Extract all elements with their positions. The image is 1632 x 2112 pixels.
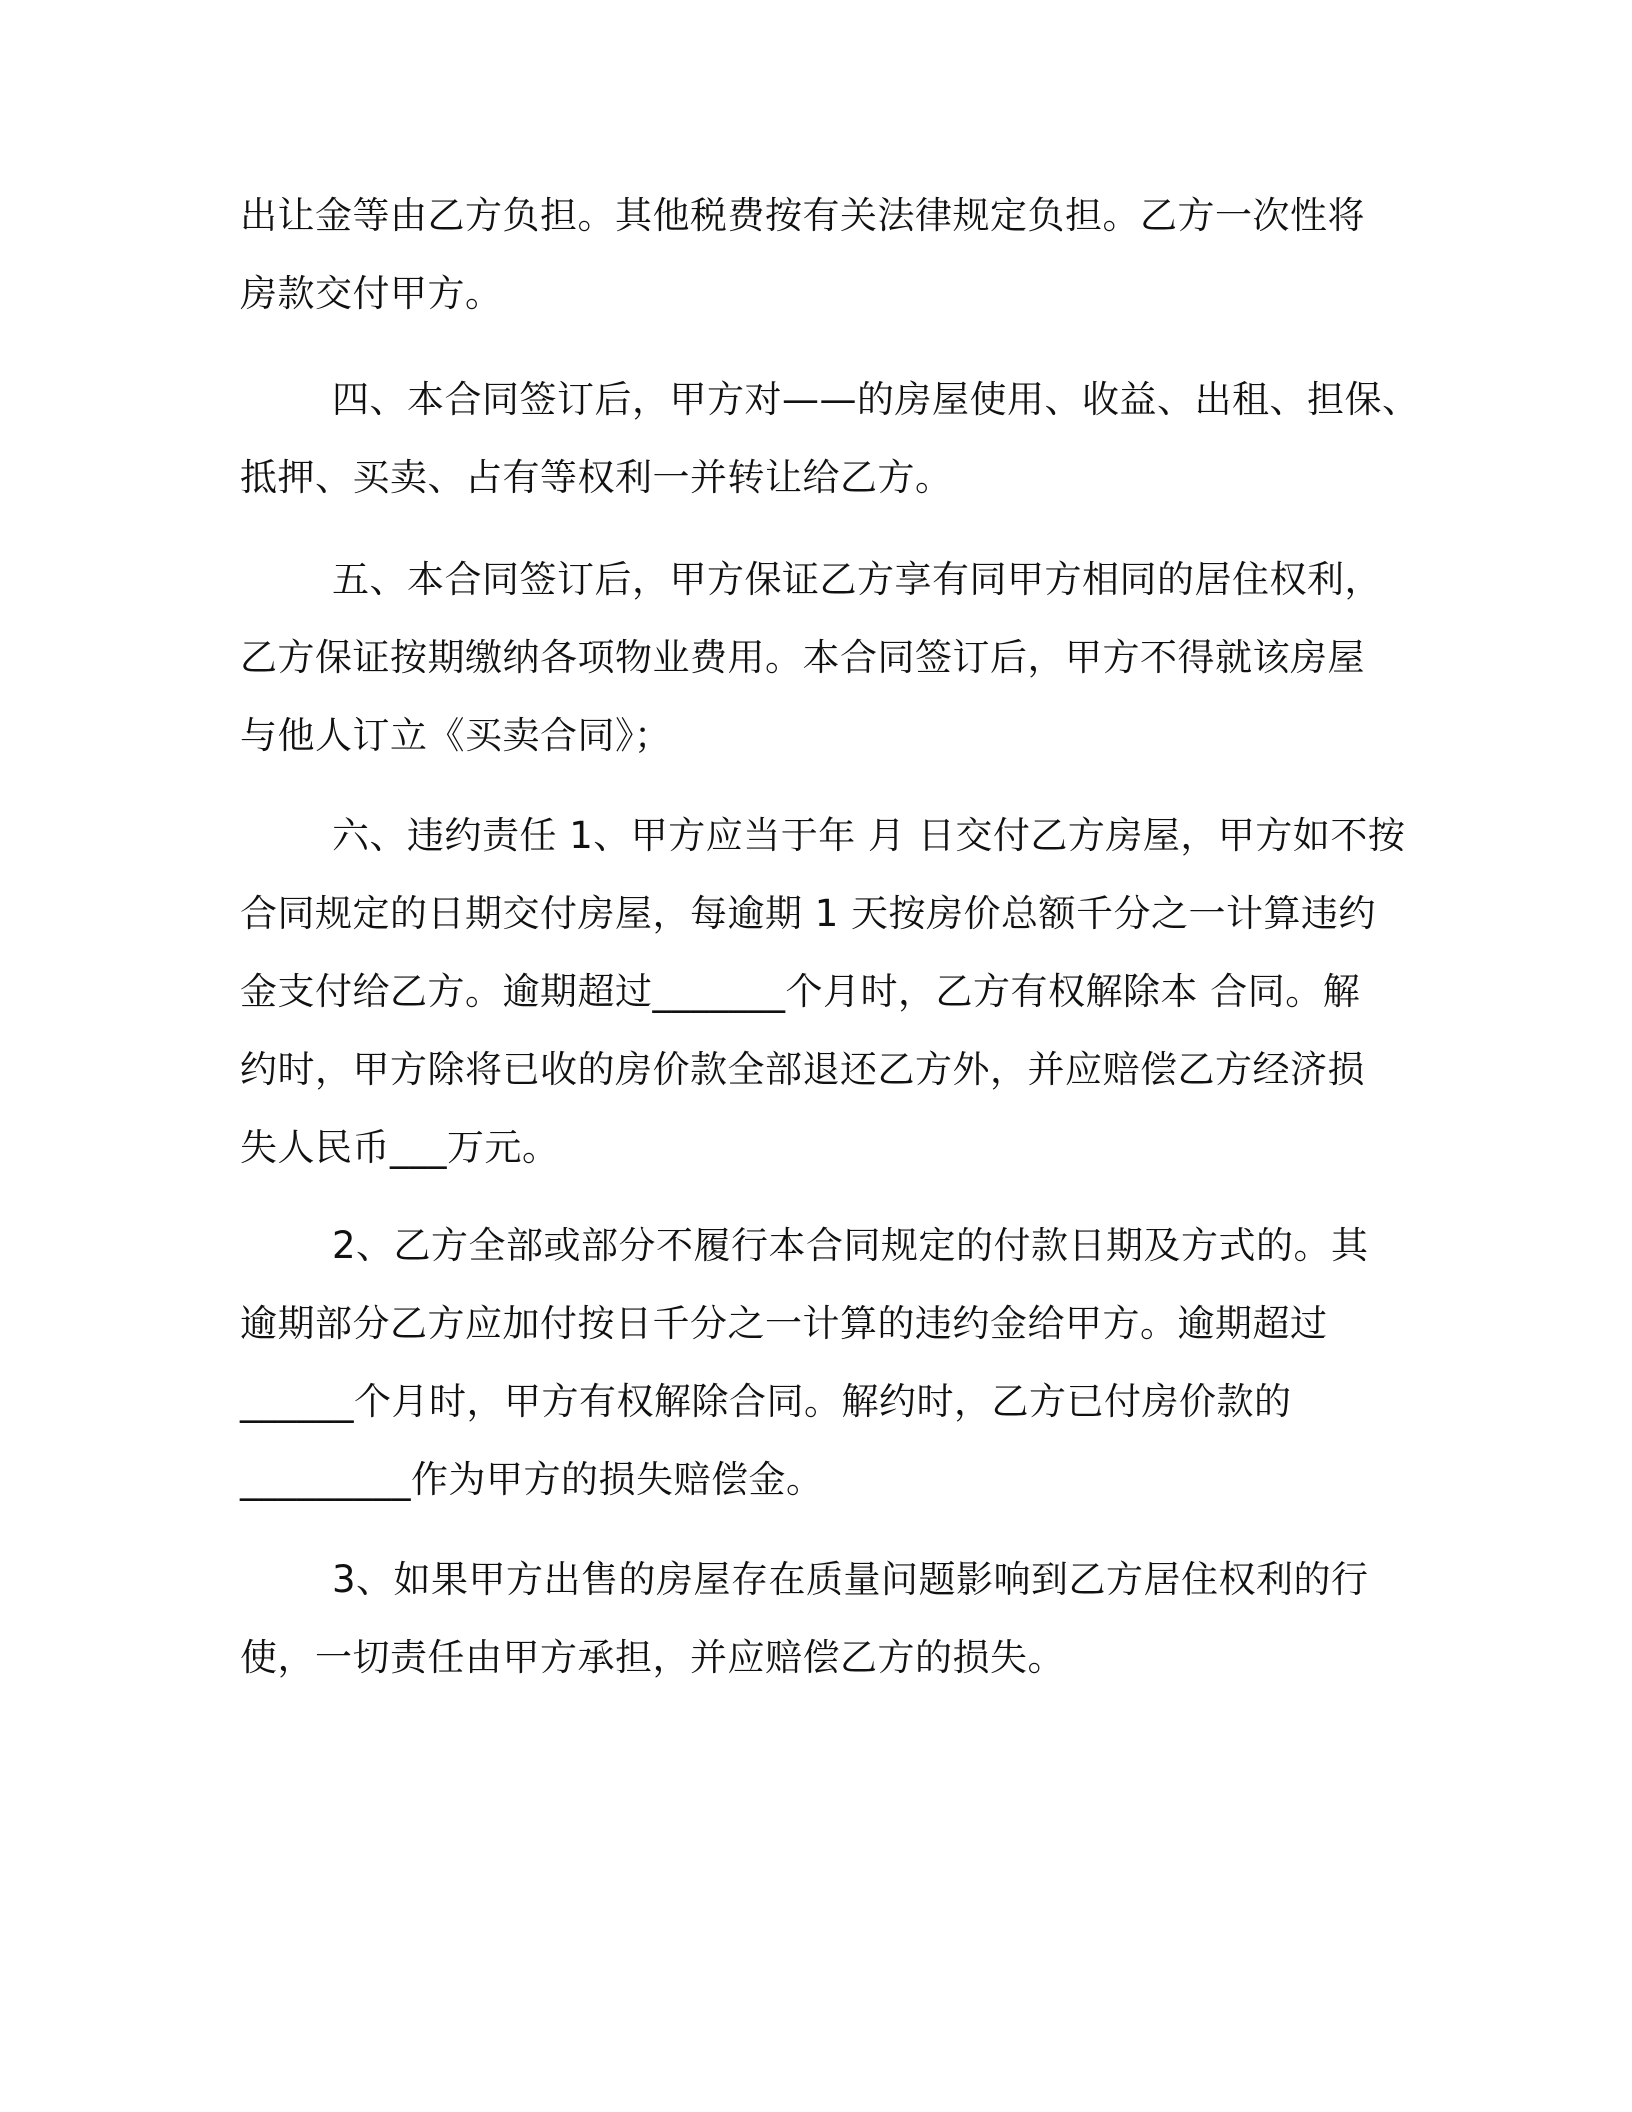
paragraph-line: 乙方保证按期缴纳各项物业费用。本合同签订后，甲方不得就该房屋	[240, 636, 1365, 679]
paragraph-line: 使，一切责任由甲方承担，并应赔偿乙方的损失。	[240, 1636, 1065, 1679]
paragraph-line: 房款交付甲方。	[240, 272, 503, 315]
paragraph-line: _________作为甲方的损失赔偿金。	[240, 1458, 824, 1501]
paragraph-line: 六、违约责任 1、甲方应当于年 月 日交付乙方房屋，甲方如不按	[332, 814, 1406, 857]
paragraph-line: 逾期部分乙方应加付按日千分之一计算的违约金给甲方。逾期超过	[240, 1302, 1328, 1345]
paragraph-line: 五、本合同签订后，甲方保证乙方享有同甲方相同的居住权利，	[332, 558, 1382, 601]
paragraph-line: ______个月时，甲方有权解除合同。解约时，乙方已付房价款的	[240, 1380, 1292, 1423]
paragraph-line: 约时，甲方除将已收的房价款全部退还乙方外，并应赔偿乙方经济损	[240, 1048, 1365, 1091]
paragraph-line: 出让金等由乙方负担。其他税费按有关法律规定负担。乙方一次性将	[240, 194, 1365, 237]
paragraph-line: 合同规定的日期交付房屋，每逾期 1 天按房价总额千分之一计算违约	[240, 892, 1377, 935]
paragraph-line: 3、如果甲方出售的房屋存在质量问题影响到乙方居住权利的行	[332, 1558, 1369, 1601]
paragraph-line: 2、乙方全部或部分不履行本合同规定的付款日期及方式的。其	[332, 1224, 1369, 1267]
paragraph-line: 与他人订立《买卖合同》；	[240, 714, 672, 757]
paragraph-line: 四、本合同签订后，甲方对——的房屋使用、收益、出租、担保、	[332, 378, 1420, 421]
paragraph-line: 抵押、买卖、占有等权利一并转让给乙方。	[240, 456, 953, 499]
paragraph-line: 金支付给乙方。逾期超过_______个月时，乙方有权解除本 合同。解	[240, 970, 1361, 1013]
paragraph-line: 失人民币___万元。	[240, 1126, 560, 1169]
